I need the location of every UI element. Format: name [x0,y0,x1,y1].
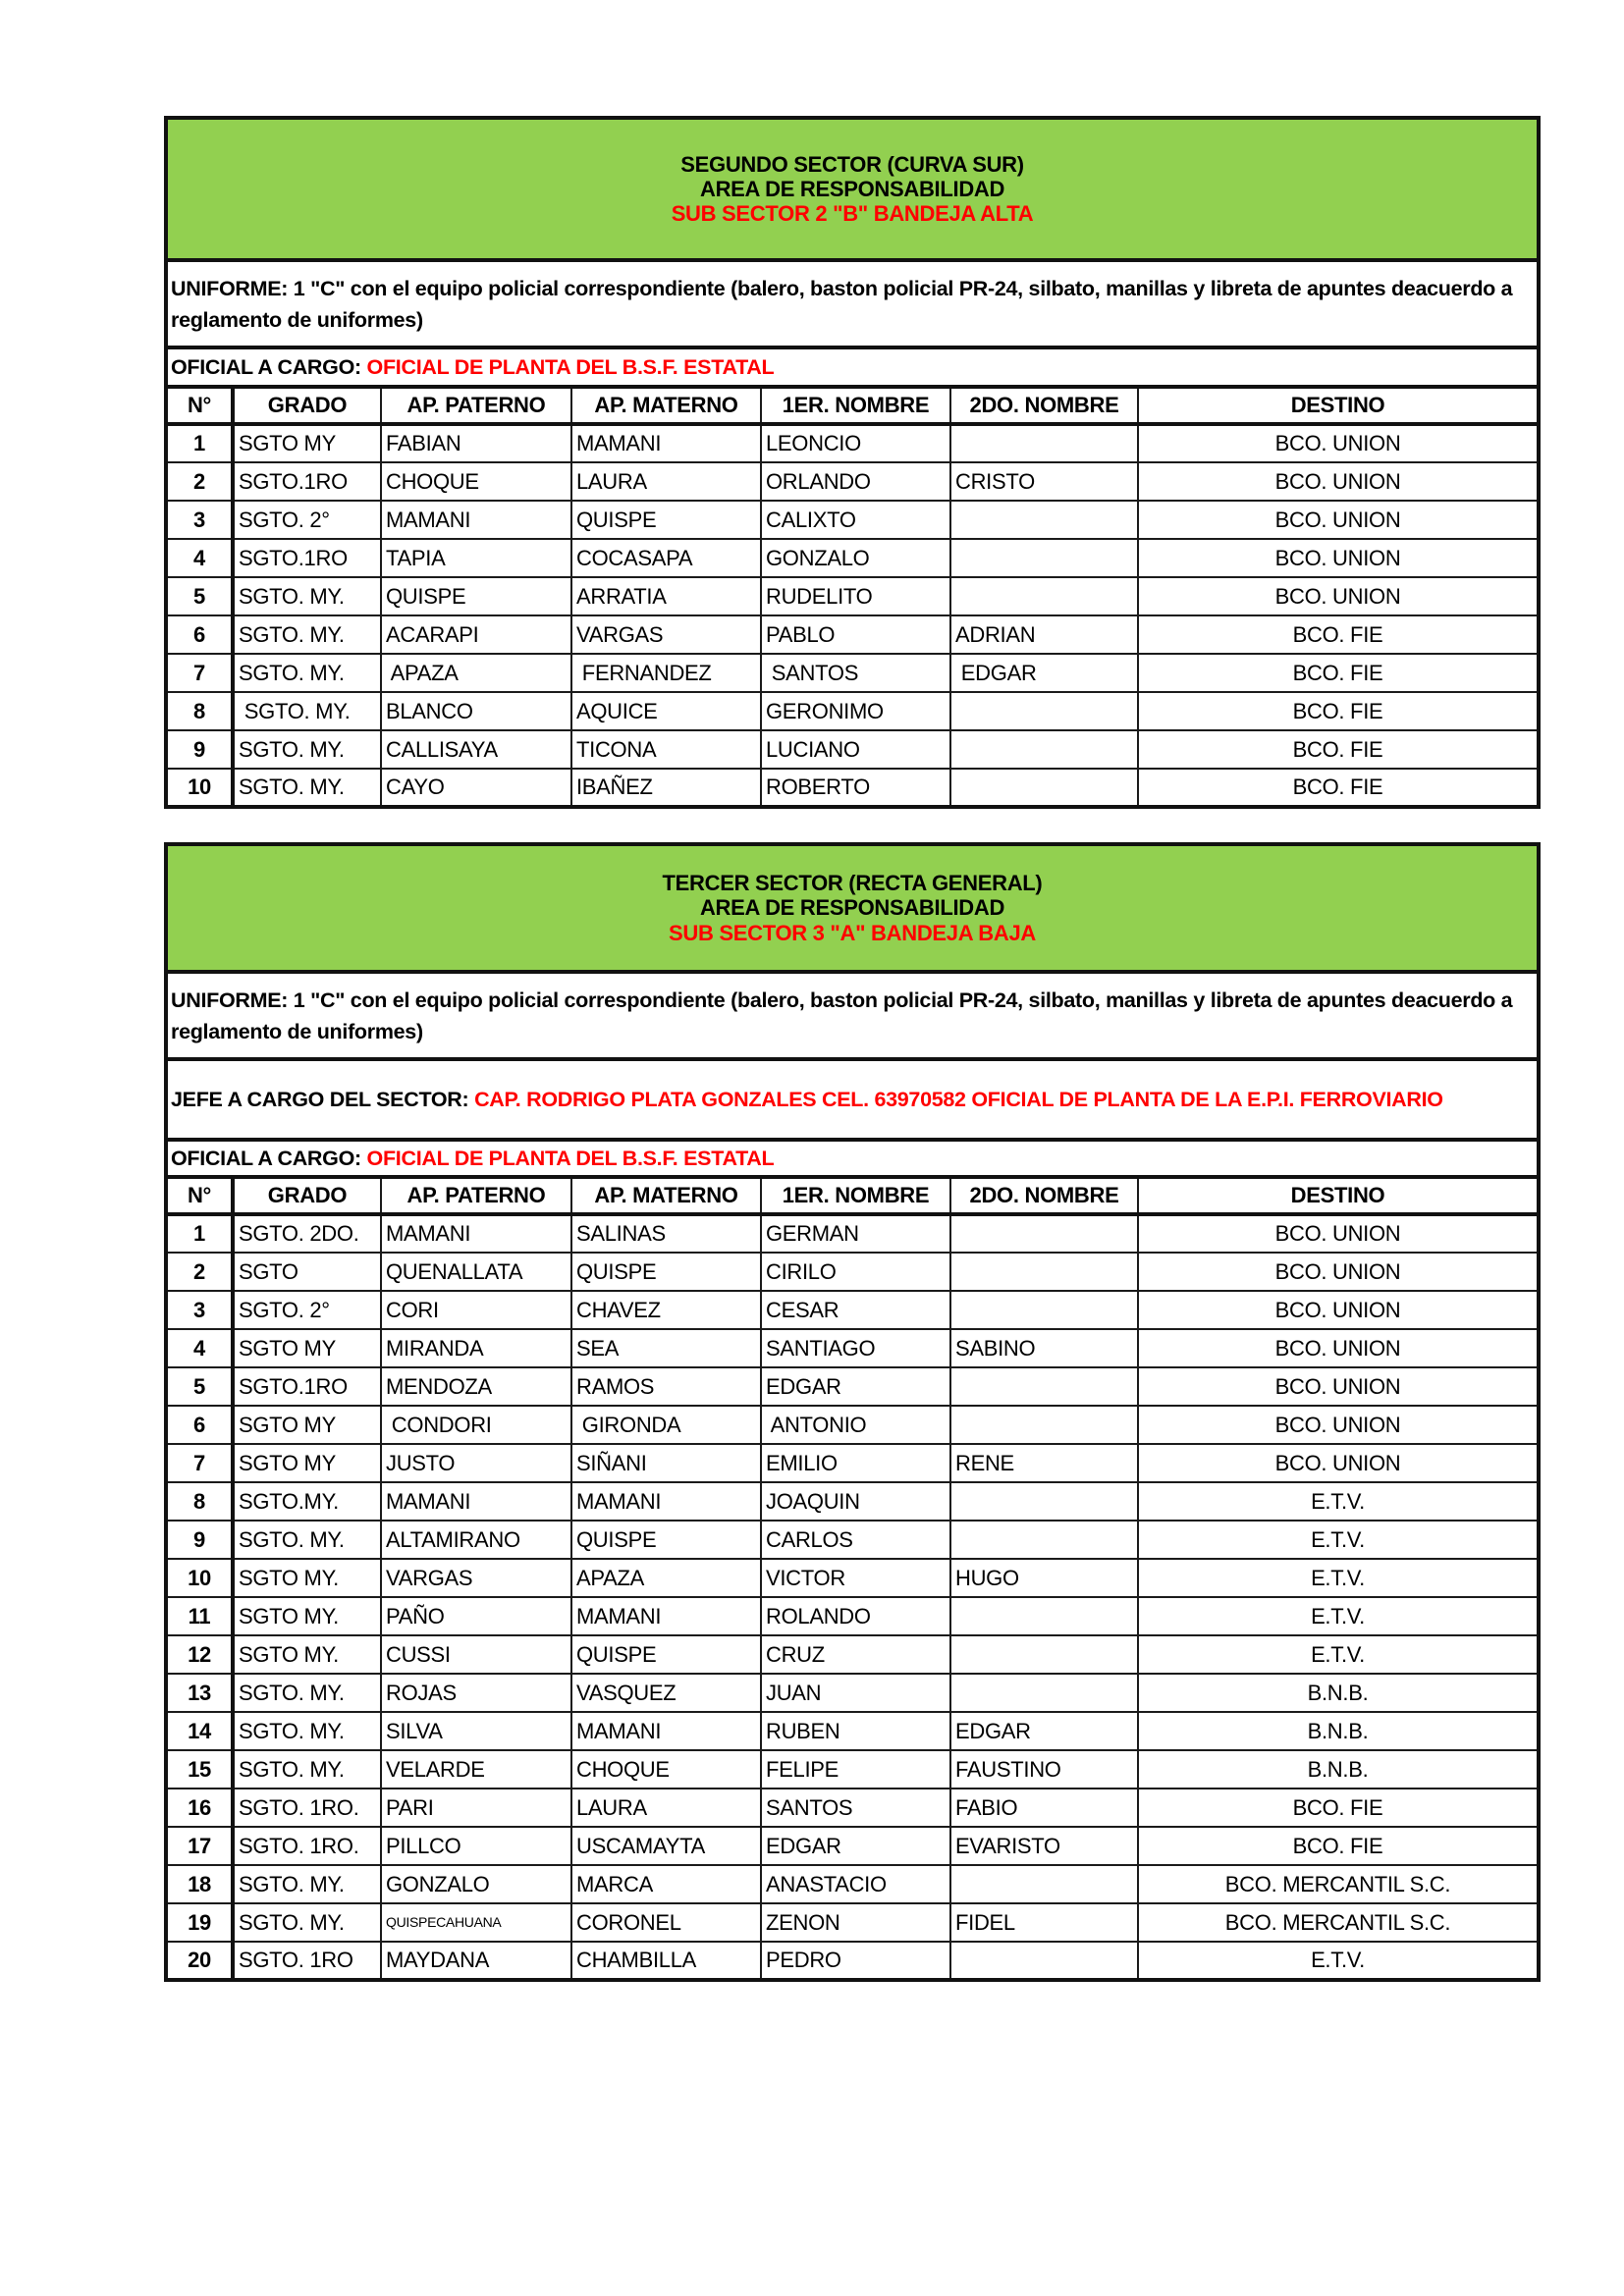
primer-nombre-cell: FELIPE [761,1750,950,1789]
ap-materno-cell: QUISPE [571,1635,761,1674]
grado-cell: SGTO.1RO [233,1367,381,1406]
table-row [166,1291,1539,1329]
row-number: 11 [166,1597,233,1635]
row-number: 6 [166,615,233,654]
destino-cell: BCO. FIE [1138,730,1539,769]
segundo-nombre-cell: CRISTO [950,462,1138,501]
row-number: 19 [166,1903,233,1942]
grado-cell: SGTO [233,1253,381,1291]
ap-materno-cell: VASQUEZ [571,1674,761,1712]
row-number: 3 [166,501,233,539]
segundo-nombre-cell: EDGAR [950,654,1138,692]
ap-paterno-cell: PILLCO [381,1827,571,1865]
table-row [166,1942,1539,1980]
grado-cell: SGTO. 1RO [233,1942,381,1980]
ap-materno-cell: CORONEL [571,1903,761,1942]
ap-paterno-cell: QUISPECAHUANA [381,1903,571,1942]
ap-paterno-cell: ROJAS [381,1674,571,1712]
row-number: 13 [166,1674,233,1712]
row-number: 9 [166,1521,233,1559]
primer-nombre-cell: RUDELITO [761,577,950,615]
destino-cell: B.N.B. [1138,1712,1539,1750]
row-number: 4 [166,1329,233,1367]
ap-materno-cell: MAMANI [571,1482,761,1521]
ap-paterno-cell: MAMANI [381,1482,571,1521]
table-row [166,1597,1539,1635]
ap-paterno-cell: PARI [381,1789,571,1827]
grado-cell: SGTO. MY. [233,1865,381,1903]
ap-materno-cell: COCASAPA [571,539,761,577]
ap-paterno-cell: ACARAPI [381,615,571,654]
segundo-nombre-cell [950,577,1138,615]
col-header-grado: GRADO [233,387,381,424]
col-header-n: N° [166,1177,233,1214]
primer-nombre-cell: GERMAN [761,1214,950,1253]
sector-header [166,844,1539,972]
segundo-nombre-cell [950,1865,1138,1903]
ap-paterno-cell: TAPIA [381,539,571,577]
table-row [166,1674,1539,1712]
grado-cell: SGTO MY [233,1444,381,1482]
destino-cell: BCO. FIE [1138,692,1539,730]
primer-nombre-cell: LEONCIO [761,424,950,462]
segundo-nombre-cell [950,1253,1138,1291]
col-header-destino: DESTINO [1138,387,1539,424]
destino-cell: BCO. UNION [1138,577,1539,615]
ap-paterno-cell: CALLISAYA [381,730,571,769]
table-row [166,615,1539,654]
grado-cell: SGTO MY [233,1329,381,1367]
primer-nombre-cell: ROBERTO [761,769,950,807]
ap-paterno-cell: GONZALO [381,1865,571,1903]
segundo-nombre-cell: SABINO [950,1329,1138,1367]
row-number: 16 [166,1789,233,1827]
grado-cell: SGTO.MY. [233,1482,381,1521]
jefe-value: CAP. RODRIGO PLATA GONZALES CEL. 63970582 OFICIAL DE PLANTA DE LA E.P.I. FERROVIARIO [474,1087,1443,1111]
sector-subtitle: AREA DE RESPONSABILIDAD [699,895,1005,921]
row-number: 15 [166,1750,233,1789]
grado-cell: SGTO. MY. [233,615,381,654]
oficial-a-cargo [166,347,1539,387]
grado-cell: SGTO MY. [233,1597,381,1635]
ap-materno-cell: LAURA [571,1789,761,1827]
grado-cell: SGTO. MY. [233,769,381,807]
table-row [166,1827,1539,1865]
destino-cell: BCO. UNION [1138,1253,1539,1291]
primer-nombre-cell: LUCIANO [761,730,950,769]
col-header-2do-nombre: 2DO. NOMBRE [950,1177,1138,1214]
primer-nombre-cell: SANTOS [761,1789,950,1827]
segundo-nombre-cell [950,730,1138,769]
primer-nombre-cell: CALIXTO [761,501,950,539]
table-row [166,1635,1539,1674]
destino-cell: BCO. UNION [1138,1291,1539,1329]
destino-cell: BCO. UNION [1138,1444,1539,1482]
destino-cell: BCO. UNION [1138,1406,1539,1444]
destino-cell: BCO. FIE [1138,615,1539,654]
primer-nombre-cell: ZENON [761,1903,950,1942]
row-number: 6 [166,1406,233,1444]
ap-paterno-cell: CUSSI [381,1635,571,1674]
col-header-ap-materno: AP. MATERNO [571,387,761,424]
grado-cell: SGTO. MY. [233,1521,381,1559]
ap-materno-cell: MAMANI [571,1712,761,1750]
col-header-ap-materno: AP. MATERNO [571,1177,761,1214]
destino-cell: E.T.V. [1138,1559,1539,1597]
destino-cell: B.N.B. [1138,1674,1539,1712]
ap-materno-cell: AQUICE [571,692,761,730]
segundo-nombre-cell: EDGAR [950,1712,1138,1750]
segundo-nombre-cell [950,1674,1138,1712]
grado-cell: SGTO. 2° [233,501,381,539]
row-number: 1 [166,424,233,462]
col-header-2do-nombre: 2DO. NOMBRE [950,387,1138,424]
table-row [166,1865,1539,1903]
grado-cell: SGTO. 1RO. [233,1789,381,1827]
ap-materno-cell: GIRONDA [571,1406,761,1444]
primer-nombre-cell: PEDRO [761,1942,950,1980]
ap-materno-cell: FERNANDEZ [571,654,761,692]
table-row [166,577,1539,615]
ap-paterno-cell: CONDORI [381,1406,571,1444]
table-row [166,769,1539,807]
segundo-nombre-cell: FABIO [950,1789,1138,1827]
primer-nombre-cell: CRUZ [761,1635,950,1674]
ap-paterno-cell: JUSTO [381,1444,571,1482]
table-row [166,501,1539,539]
segundo-nombre-cell: HUGO [950,1559,1138,1597]
oficial-a-cargo [166,1140,1539,1177]
grado-cell: SGTO MY. [233,1559,381,1597]
row-number: 5 [166,577,233,615]
segundo-nombre-cell [950,1521,1138,1559]
primer-nombre-cell: RUBEN [761,1712,950,1750]
ap-paterno-cell: BLANCO [381,692,571,730]
table-row [166,1214,1539,1253]
table-row [166,1559,1539,1597]
ap-materno-cell: LAURA [571,462,761,501]
destino-cell: E.T.V. [1138,1942,1539,1980]
segundo-nombre-cell: FIDEL [950,1903,1138,1942]
column-header-row [166,1177,1539,1214]
oficial-label: OFICIAL A CARGO: [171,354,367,379]
destino-cell: BCO. UNION [1138,424,1539,462]
row-number: 14 [166,1712,233,1750]
grado-cell: SGTO MY [233,424,381,462]
uniforme-note: UNIFORME: 1 "C" con el equipo policial correspondiente (balero, baston policial PR-24, silbato, manillas y libreta de apuntes deacuerdo a reglamento de uniformes) [166,972,1539,1059]
primer-nombre-cell: ORLANDO [761,462,950,501]
sector-title: TERCER SECTOR (RECTA GENERAL) [662,871,1043,896]
destino-cell: BCO. MERCANTIL S.C. [1138,1865,1539,1903]
ap-materno-cell: APAZA [571,1559,761,1597]
table-row [166,1329,1539,1367]
ap-materno-cell: TICONA [571,730,761,769]
destino-cell: E.T.V. [1138,1482,1539,1521]
col-header-ap-paterno: AP. PATERNO [381,387,571,424]
segundo-nombre-cell [950,1635,1138,1674]
ap-materno-cell: SEA [571,1329,761,1367]
oficial-value: OFICIAL DE PLANTA DEL B.S.F. ESTATAL [366,1146,775,1170]
primer-nombre-cell: ROLANDO [761,1597,950,1635]
ap-paterno-cell: VARGAS [381,1559,571,1597]
ap-materno-cell: QUISPE [571,1253,761,1291]
row-number: 2 [166,1253,233,1291]
row-number: 20 [166,1942,233,1980]
table-row [166,1789,1539,1827]
row-number: 2 [166,462,233,501]
ap-materno-cell: ARRATIA [571,577,761,615]
ap-materno-cell: MAMANI [571,424,761,462]
primer-nombre-cell: SANTOS [761,654,950,692]
table-row [166,1406,1539,1444]
segundo-nombre-cell: ADRIAN [950,615,1138,654]
ap-paterno-cell: QUENALLATA [381,1253,571,1291]
sector-title: SEGUNDO SECTOR (CURVA SUR) [680,151,1024,177]
ap-paterno-cell: VELARDE [381,1750,571,1789]
ap-materno-cell: IBAÑEZ [571,769,761,807]
primer-nombre-cell: GERONIMO [761,692,950,730]
ap-materno-cell: QUISPE [571,501,761,539]
segundo-nombre-cell [950,1482,1138,1521]
primer-nombre-cell: JUAN [761,1674,950,1712]
ap-materno-cell: CHAVEZ [571,1291,761,1329]
table-row [166,730,1539,769]
primer-nombre-cell: ANTONIO [761,1406,950,1444]
segundo-nombre-cell [950,692,1138,730]
ap-paterno-cell: MAMANI [381,501,571,539]
primer-nombre-cell: CARLOS [761,1521,950,1559]
ap-materno-cell: CHAMBILLA [571,1942,761,1980]
ap-paterno-cell: MENDOZA [381,1367,571,1406]
primer-nombre-cell: ANASTACIO [761,1865,950,1903]
grado-cell: SGTO. MY. [233,577,381,615]
grado-cell: SGTO MY [233,1406,381,1444]
ap-materno-cell: CHOQUE [571,1750,761,1789]
primer-nombre-cell: EDGAR [761,1367,950,1406]
ap-paterno-cell: SILVA [381,1712,571,1750]
oficial-value: OFICIAL DE PLANTA DEL B.S.F. ESTATAL [366,354,775,379]
segundo-nombre-cell [950,424,1138,462]
table-row [166,1253,1539,1291]
destino-cell: B.N.B. [1138,1750,1539,1789]
table-row [166,1903,1539,1942]
grado-cell: SGTO.1RO [233,462,381,501]
table-row [166,1482,1539,1521]
row-number: 12 [166,1635,233,1674]
table-row [166,1712,1539,1750]
destino-cell: BCO. UNION [1138,501,1539,539]
primer-nombre-cell: EMILIO [761,1444,950,1482]
ap-paterno-cell: MIRANDA [381,1329,571,1367]
grado-cell: SGTO. 2DO. [233,1214,381,1253]
ap-materno-cell: MAMANI [571,1597,761,1635]
segundo-nombre-cell: RENE [950,1444,1138,1482]
ap-paterno-cell: FABIAN [381,424,571,462]
uniforme-note: UNIFORME: 1 "C" con el equipo policial correspondiente (balero, baston policial PR-24, silbato, manillas y libreta de apuntes deacuerdo a reglamento de uniformes) [166,260,1539,347]
segundo-nombre-cell [950,1367,1138,1406]
segundo-nombre-cell: FAUSTINO [950,1750,1138,1789]
destino-cell: E.T.V. [1138,1597,1539,1635]
grado-cell: SGTO MY. [233,1635,381,1674]
primer-nombre-cell: CESAR [761,1291,950,1329]
ap-paterno-cell: QUISPE [381,577,571,615]
table-row [166,1444,1539,1482]
grado-cell: SGTO. MY. [233,1674,381,1712]
ap-paterno-cell: PAÑO [381,1597,571,1635]
ap-materno-cell: RAMOS [571,1367,761,1406]
ap-materno-cell: USCAMAYTA [571,1827,761,1865]
table-row [166,1521,1539,1559]
segundo-nombre-cell [950,1214,1138,1253]
jefe-label: JEFE A CARGO DEL SECTOR: [171,1087,475,1111]
primer-nombre-cell: EDGAR [761,1827,950,1865]
segundo-nombre-cell [950,501,1138,539]
row-number: 10 [166,1559,233,1597]
section-segundo-sector-table [164,116,1541,809]
ap-paterno-cell: ALTAMIRANO [381,1521,571,1559]
table-row [166,424,1539,462]
row-number: 9 [166,730,233,769]
row-number: 8 [166,1482,233,1521]
ap-materno-cell: MARCA [571,1865,761,1903]
segundo-nombre-cell [950,1291,1138,1329]
segundo-nombre-cell [950,1406,1138,1444]
primer-nombre-cell: GONZALO [761,539,950,577]
destino-cell: BCO. MERCANTIL S.C. [1138,1903,1539,1942]
col-header-grado: GRADO [233,1177,381,1214]
table-row [166,692,1539,730]
primer-nombre-cell: PABLO [761,615,950,654]
destino-cell: BCO. FIE [1138,1827,1539,1865]
grado-cell: SGTO. MY. [233,692,381,730]
destino-cell: BCO. FIE [1138,654,1539,692]
destino-cell: BCO. FIE [1138,769,1539,807]
row-number: 4 [166,539,233,577]
ap-materno-cell: SIÑANI [571,1444,761,1482]
destino-cell: E.T.V. [1138,1635,1539,1674]
col-header-1er-nombre: 1ER. NOMBRE [761,387,950,424]
row-number: 7 [166,1444,233,1482]
segundo-nombre-cell [950,769,1138,807]
primer-nombre-cell: JOAQUIN [761,1482,950,1521]
destino-cell: BCO. UNION [1138,1329,1539,1367]
jefe-a-cargo [166,1059,1539,1140]
grado-cell: SGTO. MY. [233,1903,381,1942]
segundo-nombre-cell [950,539,1138,577]
grado-cell: SGTO. MY. [233,730,381,769]
segundo-nombre-cell: EVARISTO [950,1827,1138,1865]
grado-cell: SGTO. 1RO. [233,1827,381,1865]
row-number: 18 [166,1865,233,1903]
table-row [166,1367,1539,1406]
section-tercer-sector-table [164,842,1541,1982]
primer-nombre-cell: CIRILO [761,1253,950,1291]
ap-paterno-cell: MAYDANA [381,1942,571,1980]
ap-materno-cell: VARGAS [571,615,761,654]
ap-paterno-cell: CAYO [381,769,571,807]
destino-cell: BCO. UNION [1138,462,1539,501]
table-row [166,654,1539,692]
subsector-label: SUB SECTOR 2 "B" BANDEJA ALTA [671,201,1034,227]
row-number: 17 [166,1827,233,1865]
primer-nombre-cell: VICTOR [761,1559,950,1597]
ap-paterno-cell: CORI [381,1291,571,1329]
sector-subtitle: AREA DE RESPONSABILIDAD [699,176,1005,201]
col-header-1er-nombre: 1ER. NOMBRE [761,1177,950,1214]
destino-cell: BCO. FIE [1138,1789,1539,1827]
ap-paterno-cell: APAZA [381,654,571,692]
col-header-ap-paterno: AP. PATERNO [381,1177,571,1214]
row-number: 5 [166,1367,233,1406]
segundo-nombre-cell [950,1942,1138,1980]
ap-materno-cell: QUISPE [571,1521,761,1559]
subsector-label: SUB SECTOR 3 "A" BANDEJA BAJA [669,920,1037,945]
row-number: 7 [166,654,233,692]
grado-cell: SGTO. MY. [233,1712,381,1750]
sector-header [166,118,1539,260]
table-row [166,539,1539,577]
oficial-label: OFICIAL A CARGO: [171,1146,367,1170]
destino-cell: BCO. UNION [1138,539,1539,577]
col-header-n: N° [166,387,233,424]
destino-cell: E.T.V. [1138,1521,1539,1559]
destino-cell: BCO. UNION [1138,1367,1539,1406]
column-header-row [166,387,1539,424]
segundo-nombre-cell [950,1597,1138,1635]
row-number: 3 [166,1291,233,1329]
grado-cell: SGTO. 2° [233,1291,381,1329]
ap-paterno-cell: MAMANI [381,1214,571,1253]
ap-materno-cell: SALINAS [571,1214,761,1253]
grado-cell: SGTO. MY. [233,654,381,692]
row-number: 8 [166,692,233,730]
primer-nombre-cell: SANTIAGO [761,1329,950,1367]
table-row [166,1750,1539,1789]
table-row [166,462,1539,501]
destino-cell: BCO. UNION [1138,1214,1539,1253]
ap-paterno-cell: CHOQUE [381,462,571,501]
grado-cell: SGTO.1RO [233,539,381,577]
row-number: 10 [166,769,233,807]
grado-cell: SGTO. MY. [233,1750,381,1789]
col-header-destino: DESTINO [1138,1177,1539,1214]
row-number: 1 [166,1214,233,1253]
